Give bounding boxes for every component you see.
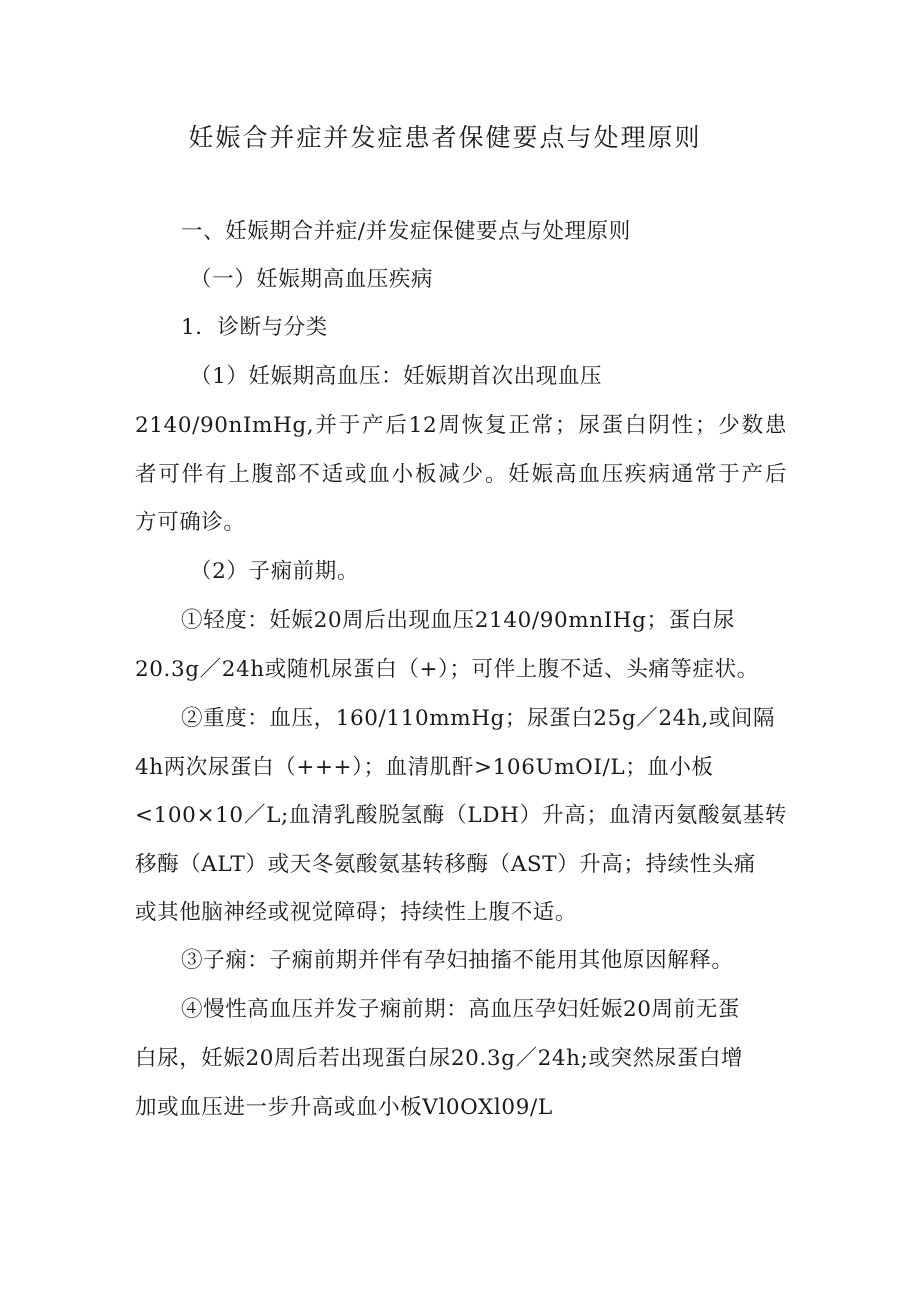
- page-title: 妊娠合并症并发症患者保健要点与处理原则: [188, 123, 702, 152]
- paragraph-line: 20.3g／24h或随机尿蛋白（+）；可伴上腹不适、头痛等症状。: [135, 657, 759, 682]
- subsection-heading: （一）妊娠期高血压疾病: [190, 267, 434, 292]
- paragraph-line: ①轻度：妊娠20周后出现血压2140/90mnIHg；蛋白尿: [181, 608, 735, 633]
- paragraph-line: 加或血压进一步升高或血小板Vl0OXl09/L: [135, 1095, 553, 1120]
- section-heading: 一、妊娠期合并症/并发症保健要点与处理原则: [181, 219, 631, 244]
- paragraph-line: （2）子痫前期。: [190, 559, 359, 584]
- paragraph-line: ③子痫：子痫前期并伴有孕妇抽搐不能用其他原因解释。: [181, 948, 734, 973]
- paragraph-line: 方可确诊。: [135, 510, 246, 535]
- item-heading: 1．诊断与分类: [181, 315, 328, 340]
- paragraph-line: 或其他脑神经或视觉障碍；持续性上腹不适。: [135, 900, 578, 925]
- paragraph-line: <100×10／L;血清乳酸脱氢酶（LDH）升高；血清丙氨酸氨基转: [135, 803, 787, 828]
- paragraph-line: 白尿，妊娠20周后若出现蛋白尿20.3g／24h;或突然尿蛋白增: [135, 1046, 744, 1071]
- paragraph-line: 移酶（ALT）或天冬氨酸氨基转移酶（AST）升高；持续性头痛: [135, 852, 756, 877]
- paragraph-line: 者可伴有上腹部不适或血小板减少。妊娠高血压疾病通常于产后: [135, 462, 787, 487]
- paragraph-line: 2140/90nImHg,并于产后12周恢复正常；尿蛋白阴性；少数患: [135, 413, 787, 438]
- paragraph-line: ④慢性高血压并发子痫前期：高血压孕妇妊娠20周前无蛋: [181, 997, 740, 1022]
- paragraph-line: 4h两次尿蛋白（+++）；血清肌酐>106UmOI/L；血小板: [135, 755, 714, 780]
- paragraph-line: ②重度：血压，160/110mmHg；尿蛋白25g／24h,或间隔: [181, 706, 776, 731]
- paragraph-line: （1）妊娠期高血压：妊娠期首次出现血压: [190, 364, 603, 389]
